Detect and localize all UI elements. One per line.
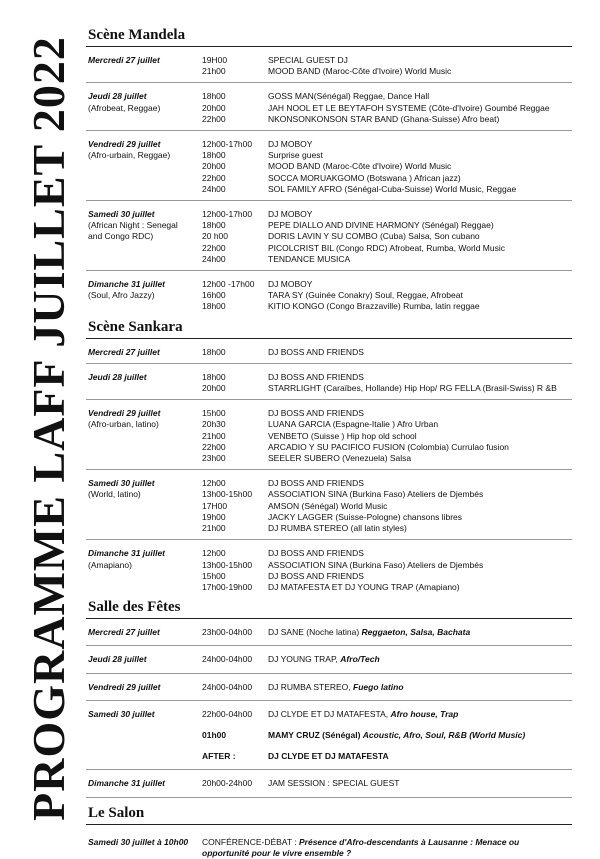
event-row	[202, 512, 572, 523]
event-time: 12h00	[202, 548, 226, 559]
event-row	[202, 347, 572, 358]
event-time: 18h00	[202, 150, 226, 161]
salon-text	[202, 837, 572, 859]
event-act: DJ BOSS AND FRIENDS	[268, 548, 364, 559]
event-row	[202, 778, 572, 789]
day-block	[86, 749, 572, 770]
day-block	[86, 546, 572, 596]
event-row	[202, 66, 572, 77]
day-genre: (Amapiano)	[88, 559, 132, 570]
event-row	[202, 419, 572, 430]
event-row	[202, 184, 572, 195]
event-row	[202, 114, 572, 125]
event-act: JAH NOOL ET LE BEYTAFOH SYSTEME (Côte-d'Ivoire) Goumbé Reggae	[268, 102, 550, 113]
event-time: 18h00	[202, 371, 226, 382]
event-list	[202, 209, 572, 265]
event-row	[202, 173, 572, 184]
event-act: MOOD BAND (Maroc-Côte d'Ivoire) World Music	[268, 161, 452, 172]
event-time: 22h00	[202, 441, 226, 452]
event-act: DJ MATAFESTA ET DJ YOUNG TRAP (Amapiano)	[268, 581, 460, 592]
day-date: Mercredi 27 juillet	[88, 346, 160, 357]
event-act: SOCCA MORUAKGOMO (Botswana ) African jazz)	[268, 172, 461, 183]
salon-topic-line2: opportunité pour le vivre ensemble ?	[202, 847, 352, 858]
event-time: 15h00	[202, 408, 226, 419]
event-time: 20h00	[202, 383, 226, 394]
event-row	[202, 682, 572, 693]
day-date: Jeudi 28 juillet	[88, 371, 147, 382]
event-act-name: DJ CLYDE ET DJ MATAFESTA	[268, 751, 389, 762]
day-info	[86, 751, 202, 762]
event-row	[202, 548, 572, 559]
event-row	[202, 489, 572, 500]
day-info	[86, 730, 202, 741]
event-row	[202, 209, 572, 220]
event-row	[202, 442, 572, 453]
event-row	[202, 730, 572, 741]
day-info	[86, 709, 202, 720]
event-act: Surprise guest	[268, 150, 323, 161]
event-act: PEPE DIALLO AND DIVINE HARMONY (Sénégal) Reggae)	[268, 220, 494, 231]
salon-entry	[86, 831, 572, 859]
event-list	[202, 627, 572, 638]
day-genre: (World, latino)	[88, 489, 141, 500]
event-time: 13h00-15h00	[202, 489, 253, 500]
event-time: 15h00	[202, 570, 226, 581]
day-genre: (Afro-urbain, Reggae)	[88, 150, 171, 161]
day-block	[86, 53, 572, 83]
day-date: Vendredi 29 juillet	[88, 139, 161, 150]
event-time: 19H00	[202, 55, 228, 65]
event-list	[202, 682, 572, 693]
event-time: 18h00	[202, 346, 226, 357]
event-time: 20h00-24h00	[202, 778, 253, 789]
event-row	[202, 408, 572, 419]
day-date: Samedi 30 juillet	[88, 478, 155, 489]
event-list	[202, 372, 572, 394]
event-time: 24h00	[202, 253, 226, 264]
event-time: 22h00	[202, 172, 226, 183]
event-time: 12h00-17h00	[202, 209, 253, 220]
event-list	[202, 478, 572, 534]
event-act: SOL FAMILY AFRO (Sénégal-Cuba-Suisse) World Music, Reggae	[268, 183, 517, 194]
event-act: DJ BOSS AND FRIENDS	[268, 478, 364, 489]
day-genre: (Soul, Afro Jazzy)	[88, 290, 155, 301]
event-act: DJ BOSS AND FRIENDS	[268, 408, 364, 419]
event-act: DJ MOBOY	[268, 139, 313, 150]
day-info	[86, 654, 202, 665]
day-info	[86, 478, 202, 534]
programme-content	[86, 24, 572, 859]
event-act: GOSS MAN(Sénégal) Reggae, Dance Hall	[268, 91, 430, 102]
event-time: 17h00-19h00	[202, 581, 253, 592]
event-row	[202, 478, 572, 489]
day-date: Mercredi 27 juillet	[88, 55, 160, 65]
event-row	[202, 91, 572, 102]
event-style: Afro/Tech	[340, 654, 380, 665]
event-time: 12h00	[202, 478, 226, 489]
event-row	[202, 150, 572, 161]
day-date: Jeudi 28 juillet	[88, 654, 147, 665]
event-act-name: JAM SESSION : SPECIAL GUEST	[268, 778, 400, 789]
event-act: MOOD BAND (Maroc-Côte d'Ivoire) World Music	[268, 66, 452, 77]
event-time: 13h00-15h00	[202, 559, 253, 570]
event-time: 01h00	[202, 729, 227, 740]
day-date: Vendredi 29 juillet	[88, 681, 161, 692]
day-block	[86, 707, 572, 724]
day-date: Mercredi 27 juillet	[88, 627, 160, 638]
event-row	[202, 431, 572, 442]
event-time: 21h00	[202, 430, 226, 441]
event-act: JACKY LAGGER (Suisse-Pologne) chansons libres	[268, 511, 463, 522]
event-time: 20h00	[202, 161, 226, 172]
event-row	[202, 383, 572, 394]
day-info	[86, 347, 202, 358]
day-info	[86, 408, 202, 464]
day-genre: and Congo RDC)	[88, 231, 154, 242]
event-time: 23h00-04h00	[202, 627, 253, 638]
event-time: 16h00	[202, 290, 226, 301]
salon-topic: Présence d'Afro-descendants à Lausanne : Menace ou	[299, 836, 520, 847]
event-list	[202, 408, 572, 464]
event-act: DJ MOBOY	[268, 209, 313, 220]
day-block	[86, 89, 572, 131]
day-block	[86, 137, 572, 201]
event-row	[202, 501, 572, 512]
day-block	[86, 370, 572, 400]
event-act: ASSOCIATION SINA (Burkina Faso) Ateliers de Djembés	[268, 559, 484, 570]
event-time: 21h00	[202, 523, 226, 534]
event-act: TARA SY (Guinée Conakry) Soul, Reggae, Afrobeat	[268, 290, 463, 301]
event-list	[202, 91, 572, 125]
day-date: Dimanche 31 juillet	[88, 279, 165, 290]
section-sankara	[86, 345, 572, 596]
day-info	[86, 372, 202, 394]
event-style: Reggaeton, Salsa, Bachata	[361, 627, 471, 638]
event-time: 24h00	[202, 183, 226, 194]
event-row	[202, 627, 572, 638]
event-row	[202, 372, 572, 383]
event-time: 24h00-04h00	[202, 681, 253, 692]
day-info	[86, 682, 202, 693]
day-info	[86, 139, 202, 195]
event-row	[202, 139, 572, 150]
event-list	[202, 730, 572, 741]
event-act: DORIS LAVIN Y SU COMBO (Cuba) Salsa, Son cubano	[268, 231, 480, 242]
day-block	[86, 652, 572, 673]
event-list	[202, 548, 572, 593]
event-list	[202, 347, 572, 358]
event-row	[202, 220, 572, 231]
vertical-title-wrapper	[18, 32, 78, 824]
day-block	[86, 476, 572, 540]
day-info	[86, 627, 202, 638]
section-title-salle: Salle des Fêtes	[86, 598, 572, 619]
day-block	[86, 406, 572, 470]
event-time: 17H00	[202, 500, 228, 511]
event-act: ASSOCIATION SINA (Burkina Faso) Ateliers de Djembés	[268, 489, 484, 500]
event-row	[202, 290, 572, 301]
event-time: 18h00	[202, 220, 226, 231]
event-style: Acoustic, Afro, Soul, R&B (World Music)	[362, 729, 526, 740]
event-time: AFTER :	[202, 751, 236, 762]
event-act: NKONSONKONSON STAR BAND (Ghana-Suisse) Afro beat)	[268, 113, 500, 124]
day-date: Vendredi 29 juillet	[88, 408, 161, 419]
day-genre: (Afrobeat, Reggae)	[88, 102, 161, 113]
salon-label: CONFÉRENCE-DÉBAT :	[202, 836, 297, 847]
day-info	[86, 55, 202, 77]
event-list	[202, 751, 572, 762]
event-act	[268, 627, 572, 638]
event-time: 20h30	[202, 419, 226, 430]
event-row	[202, 709, 572, 720]
event-row	[202, 571, 572, 582]
event-act: DJ BOSS AND FRIENDS	[268, 346, 364, 357]
day-date: Dimanche 31 juillet	[88, 548, 165, 559]
event-style: Fuego latino	[353, 681, 404, 692]
day-block	[86, 728, 572, 745]
section-mandela	[86, 53, 572, 316]
event-list	[202, 778, 572, 789]
event-act: TENDANCE MUSICA	[268, 253, 351, 264]
event-time: 12h00 -17h00	[202, 279, 255, 290]
event-time: 19h00	[202, 511, 226, 522]
event-time: 20 h00	[202, 231, 228, 242]
salon-date: Samedi 30 juillet à 10h00	[88, 836, 189, 847]
event-row	[202, 103, 572, 114]
event-act-name: MAMY CRUZ (Sénégal)	[268, 729, 361, 740]
event-list	[202, 279, 572, 313]
event-act: PICOLCRIST BIL (Congo RDC) Afrobeat, Rumba, World Music	[268, 242, 505, 253]
event-act	[268, 751, 572, 762]
day-info	[86, 209, 202, 265]
event-row	[202, 231, 572, 242]
event-act: SEELER SUBERO (Venezuela) Salsa	[268, 453, 412, 464]
event-time: 22h00	[202, 113, 226, 124]
event-row	[202, 751, 572, 762]
event-time: 18h00	[202, 91, 226, 102]
event-row	[202, 161, 572, 172]
event-act: STARRLIGHT (Caraïbes, Hollande) Hip Hop/ RG FELLA (Brasil-Swiss) R &B	[268, 383, 557, 394]
event-style: Afro house, Trap	[390, 708, 459, 719]
day-block	[86, 680, 572, 701]
section-title-sankara: Scène Sankara	[86, 318, 572, 339]
event-act: ARCADIO Y SU PACIFICO FUSION (Colombia) Currulao fusion	[268, 441, 509, 452]
section-title-mandela: Scène Mandela	[86, 26, 572, 47]
event-act: SPECIAL GUEST DJ	[268, 55, 348, 65]
event-list	[202, 139, 572, 195]
day-block	[86, 277, 572, 316]
day-date: Samedi 30 juillet	[88, 708, 155, 719]
event-act-name: DJ YOUNG TRAP,	[268, 654, 338, 665]
event-act: DJ RUMBA STEREO (all latin styles)	[268, 523, 407, 534]
event-act	[268, 730, 572, 741]
day-block	[86, 776, 572, 797]
event-time: 12h00-17h00	[202, 139, 253, 150]
section-salle-des-fetes	[86, 625, 572, 797]
day-block	[86, 345, 572, 364]
page-title: PROGRAMME LAFF JUILLET 2022	[22, 35, 74, 821]
day-info	[86, 91, 202, 125]
day-block	[86, 207, 572, 271]
day-info	[86, 778, 202, 789]
day-date: Jeudi 28 juillet	[88, 91, 147, 102]
event-row	[202, 523, 572, 534]
section-title-salon: Le Salon	[86, 804, 572, 825]
event-act: LUANA GARCIA (Espagne-Italie ) Afro Urban	[268, 419, 439, 430]
event-row	[202, 254, 572, 265]
day-date: Dimanche 31 juillet	[88, 778, 165, 789]
event-act	[268, 778, 572, 789]
day-info	[86, 279, 202, 313]
event-row	[202, 301, 572, 312]
event-list	[202, 55, 572, 77]
event-row	[202, 582, 572, 593]
event-act: AMSON (Sénégal) World Music	[268, 500, 388, 511]
event-row	[202, 453, 572, 464]
event-act-name: DJ CLYDE ET DJ MATAFESTA,	[268, 708, 389, 719]
event-act	[268, 709, 572, 720]
event-time: 22h00	[202, 242, 226, 253]
day-genre: (Afro-urban, latino)	[88, 419, 159, 430]
event-act-name: DJ SANE (Noche latina)	[268, 627, 360, 638]
event-act	[268, 654, 572, 665]
event-row	[202, 279, 572, 290]
event-time: 21h00	[202, 66, 226, 77]
event-list	[202, 709, 572, 720]
event-list	[202, 654, 572, 665]
day-info	[86, 548, 202, 593]
event-time: 22h00-04h00	[202, 708, 253, 719]
event-row	[202, 243, 572, 254]
event-row	[202, 560, 572, 571]
event-act	[268, 682, 572, 693]
day-date: Samedi 30 juillet	[88, 209, 155, 220]
event-act: DJ BOSS AND FRIENDS	[268, 570, 364, 581]
event-act-name: DJ RUMBA STEREO,	[268, 681, 351, 692]
event-act: KITIO KONGO (Congo Brazzaville) Rumba, latin reggae	[268, 301, 480, 312]
event-time: 18h00	[202, 301, 226, 312]
event-row	[202, 654, 572, 665]
event-row	[202, 55, 572, 66]
event-act: DJ BOSS AND FRIENDS	[268, 371, 364, 382]
event-act: VENBETO (Suisse ) Hip hop old school	[268, 430, 417, 441]
event-act: DJ MOBOY	[268, 279, 313, 290]
event-time: 20h00	[202, 102, 226, 113]
event-time: 24h00-04h00	[202, 654, 253, 665]
day-genre: (African Night : Senegal	[88, 220, 178, 231]
event-time: 23h00	[202, 453, 226, 464]
day-block	[86, 625, 572, 646]
